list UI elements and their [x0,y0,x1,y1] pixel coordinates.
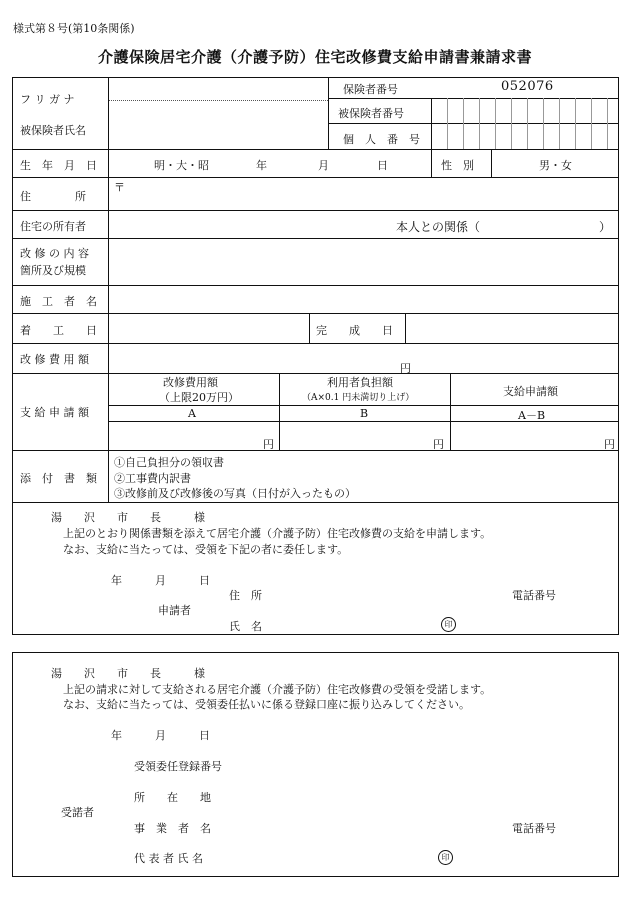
era-options[interactable]: 明・大・昭 [154,159,209,172]
delegation-phone-label: 電話番号 [512,822,556,835]
registration-number-label: 受領委任登録番号 [134,760,222,773]
form-number: 様式第８号(第10条関係) [13,22,135,35]
delegation-addressee: 湯 沢 市 長 様 [51,667,205,680]
delegation-seal-mark: 印 [438,850,453,865]
label-insurer-number: 保険者番号 [343,83,398,96]
label-personal-number: 個 人 番 号 [343,133,420,146]
application-form [12,77,619,635]
label-insured-name: 被保険者氏名 [20,124,86,137]
seal-mark: 印 [441,617,456,632]
label-renovation-scope: 箇所及び規模 [20,264,86,277]
application-delegation-note: なお、支給に当たっては、受領を下記の者に委任します。 [63,543,349,556]
application-phone-label: 電話番号 [512,589,556,602]
birth-year-label: 年 [256,159,267,172]
delegation-statement: 上記の請求に対して支給される居宅介護（介護予防）住宅改修費の受領を受諾します。 [63,683,492,696]
label-attachments: 添 付 書 類 [20,472,97,485]
col2-letter: B [360,407,369,420]
label-gender: 性 別 [441,159,474,172]
label-cost-amount: 改 修 費 用 額 [20,353,89,366]
gender-options[interactable]: 男・女 [539,159,572,172]
label-payment-request: 支 給 申 請 額 [20,406,89,419]
col1-header: 改修費用額 [163,376,218,389]
attachment-breakdown: ②工事費内訳書 [114,472,191,485]
col1-limit: （上限20万円） [159,391,239,404]
applicant-label: 申請者 [158,604,191,617]
attachment-photos: ③改修前及び改修後の写真（日付が入ったもの） [114,487,356,500]
application-statement: 上記のとおり関係書類を添えて居宅介護（介護予防）住宅改修費の支給を申請します。 [63,527,492,540]
representative-label: 代 表 者 氏 名 [134,852,203,865]
label-birthdate: 生 年 月 日 [20,159,97,172]
delegation-date: 年 月 日 [111,729,210,742]
form-title: 介護保険居宅介護（介護予防）住宅改修費支給申請書兼請求書 [97,48,532,66]
col1-letter: A [188,407,196,420]
col2-header: 利用者負担額 [327,376,393,389]
label-relation: 本人との関係（ [396,220,481,234]
relation-close: ） [599,220,612,234]
delegation-transfer-note: なお、支給に当たっては、受領委任払いに係る登録口座に振り込みしてください。 [63,698,470,711]
application-name-label: 氏 名 [229,620,262,633]
delegation-form [12,652,619,877]
col3-letter: A－B [518,409,546,422]
label-insured-number: 被保険者番号 [338,107,404,120]
birth-month-label: 月 [318,159,329,172]
col3-header: 支給申請額 [503,385,558,398]
location-label: 所 在 地 [134,791,211,804]
col2-yen: 円 [433,438,444,451]
col2-note: （A×0.1 円未満切り上げ） [302,393,415,403]
label-furigana: フ リ ガ ナ [20,93,75,106]
application-addressee: 湯 沢 市 長 様 [51,511,205,524]
attachment-receipt: ①自己負担分の領収書 [114,456,224,469]
label-owner: 住宅の所有者 [20,220,86,233]
application-address-label: 住 所 [229,589,262,602]
application-date: 年 月 日 [111,574,210,587]
birth-day-label: 日 [377,159,388,172]
col1-yen: 円 [263,438,274,451]
label-contractor: 施 工 者 名 [20,295,97,308]
postal-mark: 〒 [114,181,125,194]
business-name-label: 事 業 者 名 [134,822,211,835]
acceptor-label: 受諾者 [61,806,94,819]
label-start-date: 着 工 日 [20,324,97,337]
label-renovation-content: 改 修 の 内 容 [20,247,89,260]
label-address: 住 所 [20,190,86,203]
insurer-number-value: 052076 [501,79,554,94]
cost-yen: 円 [400,362,411,375]
col3-yen: 円 [604,438,615,451]
label-completion-date: 完 成 日 [316,324,393,337]
